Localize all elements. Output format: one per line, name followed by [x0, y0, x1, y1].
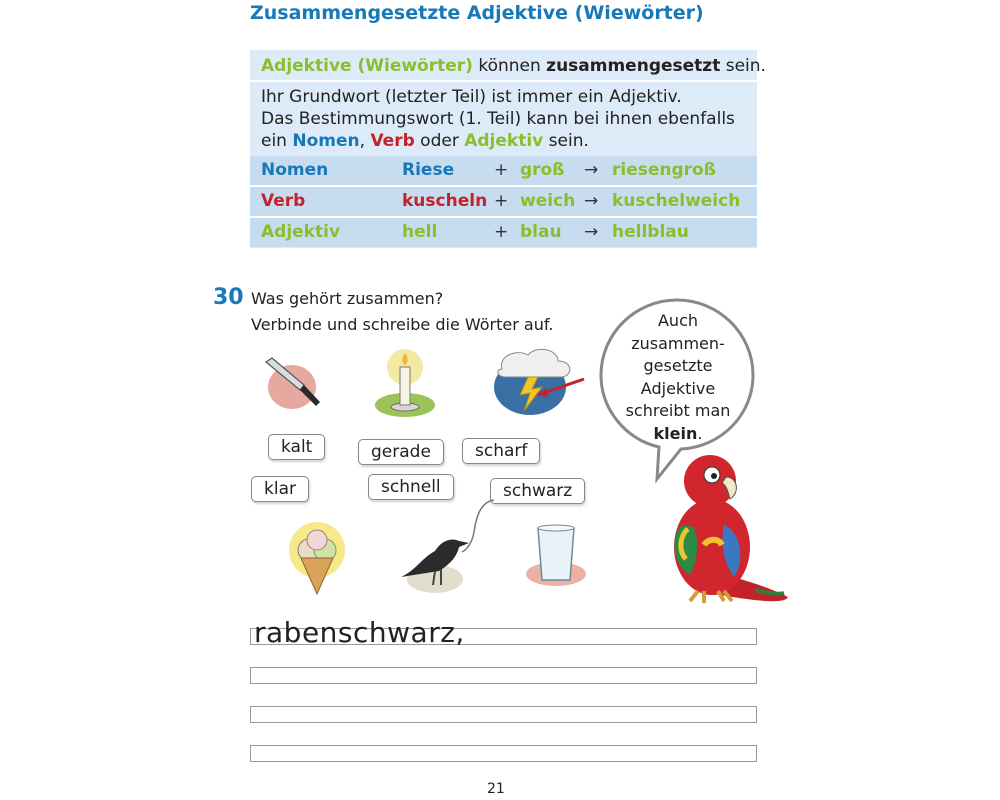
table-row	[250, 156, 757, 185]
info-text: ,	[359, 131, 371, 151]
candle-icon	[372, 345, 442, 420]
page-number: 21	[487, 781, 505, 797]
bubble-line: Auch	[657, 311, 699, 330]
arrow-right-icon: →	[584, 191, 599, 211]
bubble-line	[612, 423, 744, 446]
row-result: hellblau	[612, 222, 689, 242]
ice-cream-icon	[285, 522, 350, 600]
bubble-line: gesetzte	[643, 356, 713, 375]
info-text: ein	[261, 131, 293, 151]
plus-sign: +	[494, 222, 509, 242]
writing-line[interactable]	[250, 667, 757, 684]
word-card-gerade[interactable]: gerade	[358, 439, 444, 465]
word-card-scharf[interactable]: scharf	[462, 438, 540, 464]
info-line-2: Ihr Grundwort (letzter Teil) ist immer ein Adjektiv.	[261, 87, 682, 107]
parrot-icon	[660, 455, 790, 605]
bubble-text	[612, 310, 744, 445]
term-verb: Verb	[370, 131, 415, 151]
plus-sign: +	[494, 160, 509, 180]
row-word: kuscheln	[402, 191, 488, 211]
row-result: kuschelweich	[612, 191, 741, 211]
row-type: Nomen	[261, 160, 329, 180]
term-nomen: Nomen	[292, 131, 360, 151]
arrow-right-icon: →	[584, 222, 599, 242]
word-card-schwarz[interactable]: schwarz	[490, 478, 585, 504]
row-type: Verb	[261, 191, 306, 211]
raven-icon	[395, 527, 475, 597]
writing-line[interactable]	[250, 745, 757, 762]
exercise-instruction: Verbinde und schreibe die Wörter auf.	[251, 315, 554, 334]
answer-text: rabenschwarz,	[254, 616, 465, 649]
bubble-line: zusammen-	[631, 333, 725, 353]
glass-icon	[520, 520, 590, 590]
row-word: Riese	[402, 160, 455, 180]
knife-icon	[260, 352, 330, 417]
info-paragraph	[261, 86, 751, 152]
exercise-question: Was gehört zusammen?	[251, 289, 444, 308]
arrow-right-icon: →	[584, 160, 599, 180]
row-adjective: blau	[520, 222, 562, 242]
word-card-kalt[interactable]: kalt	[268, 434, 325, 460]
info-line-4	[261, 130, 751, 152]
term-adjektiv: Adjektiv	[464, 131, 544, 151]
writing-line[interactable]	[250, 706, 757, 723]
word-card-schnell[interactable]: schnell	[368, 474, 454, 500]
bubble-line: Adjektive	[640, 378, 716, 398]
term-adjektive: Adjektive (Wiewörter)	[261, 56, 473, 76]
divider	[250, 80, 757, 82]
table-row	[250, 187, 757, 216]
info-text: oder	[414, 131, 465, 151]
exercise-instructions	[251, 286, 553, 338]
row-adjective: groß	[520, 160, 565, 180]
info-text: können	[472, 56, 547, 76]
bubble-bold-word: klein	[653, 423, 698, 443]
info-text: sein.	[543, 131, 589, 151]
exercise-number: 30	[213, 285, 244, 310]
lightning-cloud-icon	[488, 345, 588, 420]
info-line-3: Das Bestimmungswort (1. Teil) kann bei ihnen ebenfalls	[261, 109, 735, 129]
row-type: Adjektiv	[261, 222, 341, 242]
word-card-klar[interactable]: klar	[251, 476, 309, 502]
table-row	[250, 218, 757, 247]
page-title: Zusammengesetzte Adjektive (Wiewörter)	[250, 2, 704, 24]
row-result: riesengroß	[612, 160, 716, 180]
row-word: hell	[402, 222, 438, 242]
row-adjective: weich	[520, 191, 576, 211]
info-text: sein.	[720, 56, 766, 76]
term-zusammengesetzt: zusammengesetzt	[546, 56, 721, 76]
plus-sign: +	[494, 191, 509, 211]
bubble-period: .	[697, 423, 703, 443]
bubble-line: schreibt man	[625, 401, 731, 420]
info-line-1	[261, 55, 766, 77]
